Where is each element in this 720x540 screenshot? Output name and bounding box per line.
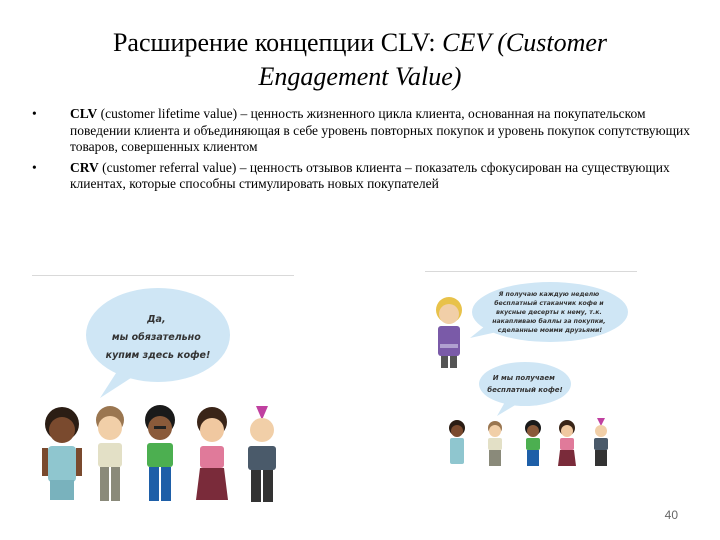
bubble-line: вкусные десерты к нему, т.к. <box>496 309 602 316</box>
person-figure <box>449 420 465 464</box>
person-figure <box>525 420 541 466</box>
person-figure <box>145 405 175 501</box>
person-figure <box>558 420 576 466</box>
title-italic: CEV (Customer Engagement Value) <box>258 28 608 91</box>
person-figure <box>594 418 608 466</box>
left-divider <box>32 275 294 276</box>
bullet-list <box>30 106 690 197</box>
person-figure <box>96 406 124 501</box>
person-figure <box>488 421 502 466</box>
bullet-text: (customer lifetime value) – ценность жизненного цикла клиента, основанная на покупательском поведении клиента и объединяющая в себе уровень повторных покупок и уровень покупок сопутствующих товаров, совершенных клиентом <box>70 106 691 154</box>
person-figure <box>42 407 82 500</box>
left-illustration <box>30 280 300 505</box>
person-figure <box>436 297 462 368</box>
bubble-line: бесплатный стаканчик кофе и <box>494 300 604 307</box>
bullet-dot: • <box>32 106 37 121</box>
bullet-term: CLV <box>70 106 98 121</box>
speech-bubble-bottom <box>479 362 571 416</box>
bubble-line: купим здесь кофе! <box>105 350 211 361</box>
bubble-line: мы обязательно <box>111 332 201 343</box>
speech-bubble-top <box>470 282 628 342</box>
bubble-line: бесплатный кофе! <box>487 386 563 394</box>
slide-title <box>60 26 660 94</box>
bubble-line: Да, <box>147 314 166 325</box>
bullet-text: (customer referral value) – ценность отзывов клиента – показатель сфокусирован на существующих клиентах, которые способны стимулировать новых покупателей <box>70 159 670 191</box>
title-plain: Расширение концепции CLV: <box>112 28 443 57</box>
bubble-line: Я получаю каждую неделю <box>498 291 600 298</box>
svg-text:Я получаю каждую неделю <box>492 291 608 334</box>
right-divider <box>425 271 637 272</box>
bubble-line: накапливаю баллы за покупки, <box>492 318 606 325</box>
bubble-line: сделанные моими друзьями! <box>497 327 603 334</box>
speech-bubble <box>86 288 230 398</box>
bullet-item-crv <box>30 160 690 193</box>
person-figure <box>248 406 276 502</box>
right-illustration <box>425 276 640 476</box>
bubble-line: И мы получаем <box>492 374 555 382</box>
bullet-term: CRV <box>70 159 99 175</box>
page-number: 40 <box>664 508 678 522</box>
bullet-item-clv <box>30 106 690 156</box>
person-figure <box>196 407 228 500</box>
bullet-dot: • <box>32 159 37 175</box>
